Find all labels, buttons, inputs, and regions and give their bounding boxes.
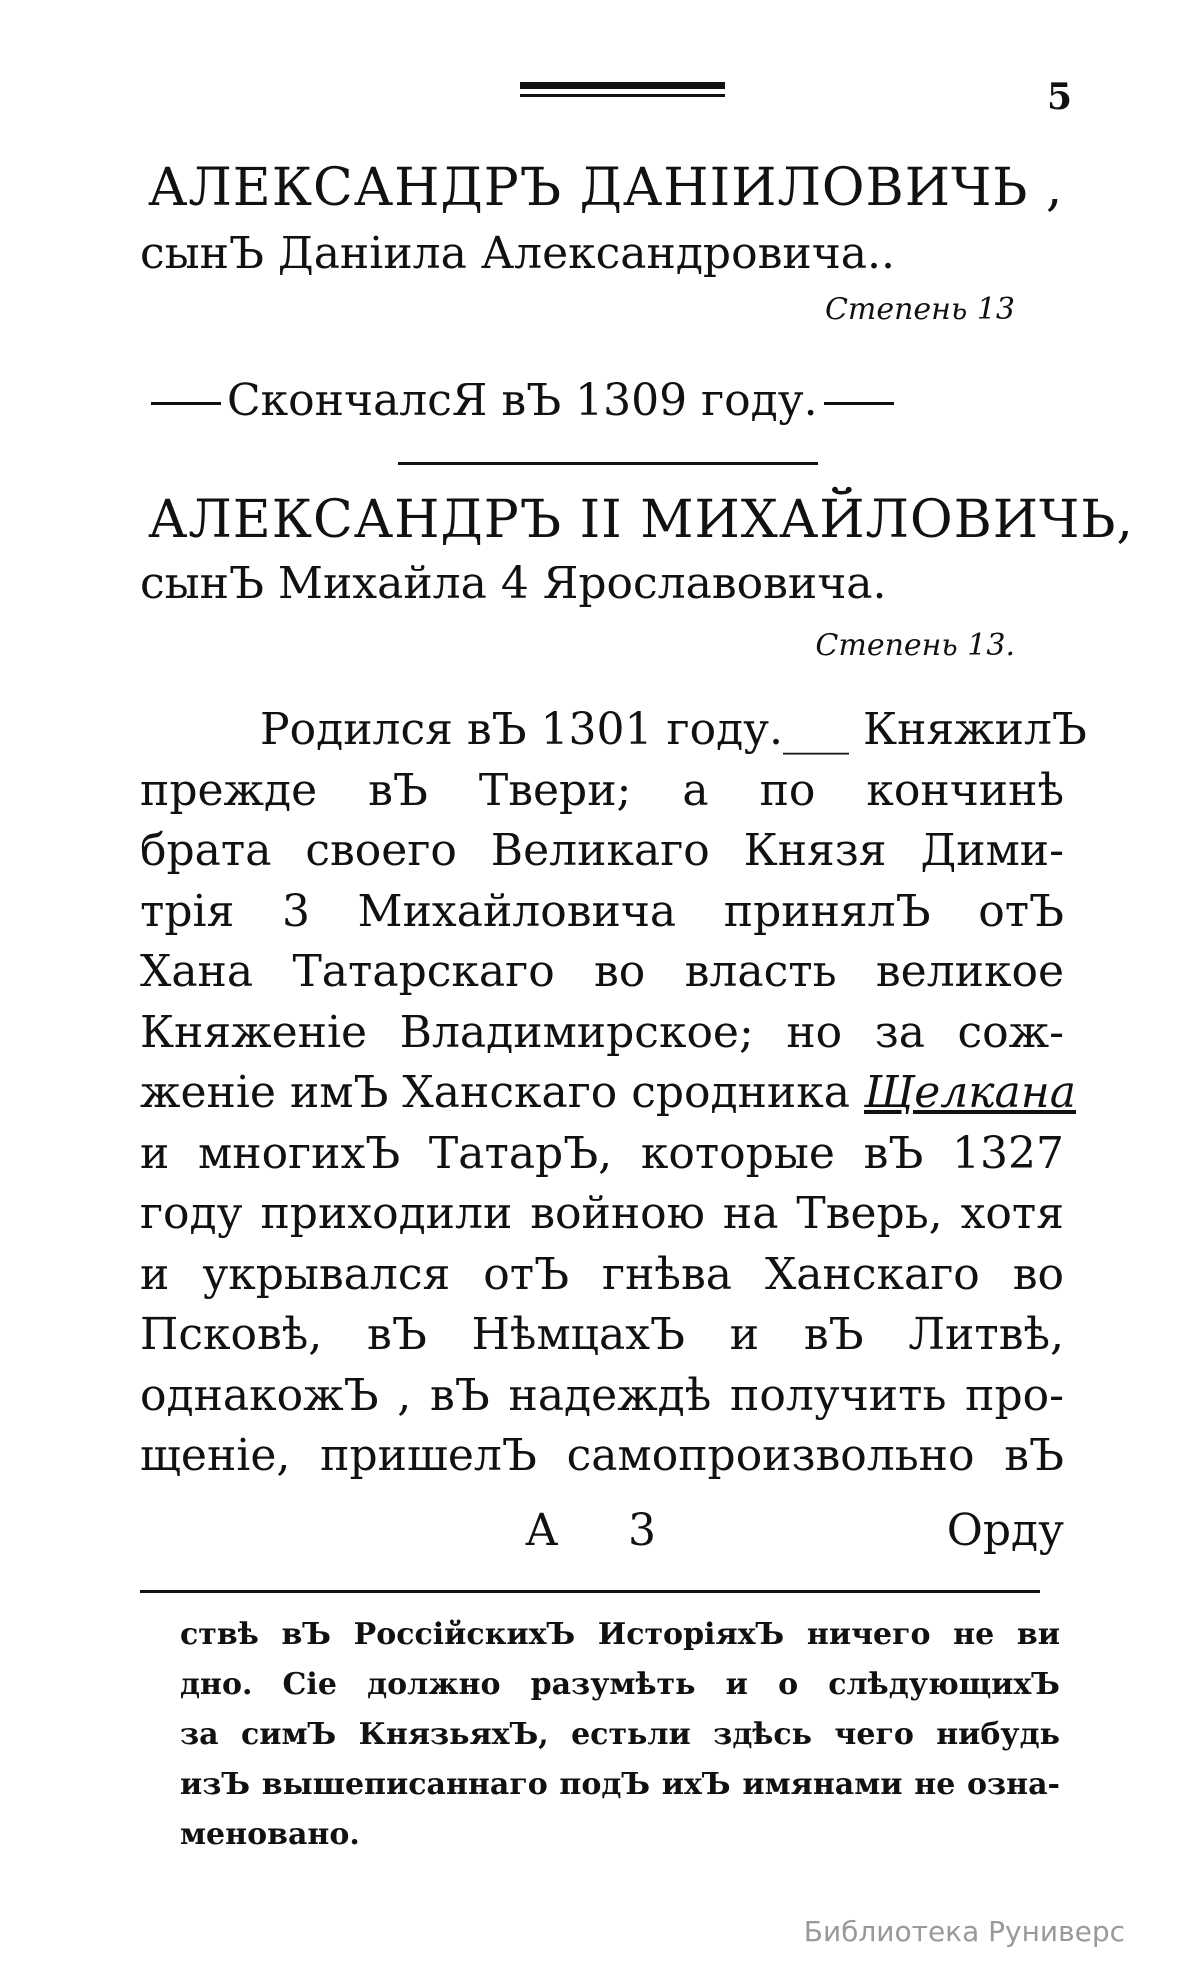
catchword: Орду bbox=[946, 1505, 1064, 1556]
entry-subheading-son-of-daniil: сынЪ Даніила Александровича.. bbox=[140, 228, 895, 279]
body-line: Княженіе Владимирское; но за сож- bbox=[140, 1006, 1064, 1058]
body-line: году приходили войною на Тверь, хотя bbox=[140, 1188, 1064, 1239]
footnote-line: меновано. bbox=[180, 1817, 360, 1852]
entry-heading-alexander-danilovich: АЛЕКСАНДРЪ ДАНІИЛОВИЧЬ , bbox=[148, 158, 1064, 218]
body-line: прежде вЪ Твери; а по кончинѣ bbox=[140, 764, 1064, 816]
body-paragraph bbox=[140, 700, 1087, 1487]
degree-label: Степень 13 bbox=[824, 292, 1015, 327]
footnote bbox=[180, 1610, 1060, 1860]
header-ornament-rule bbox=[520, 82, 725, 102]
footnote-line: ствѣ вЪ РоссійскихЪ ИсторіяхЪ ничего не ви bbox=[180, 1617, 1060, 1652]
body-line: брата своего Великаго Князя Дими- bbox=[140, 825, 1064, 876]
page-number: 5 bbox=[1047, 76, 1073, 118]
degree-label: Степень 13. bbox=[815, 628, 1015, 663]
body-line: и многихЪ ТатарЪ, которые вЪ 1327 bbox=[140, 1127, 1064, 1179]
entry-subheading-son-of-mikhail: сынЪ Михайла 4 Ярославовича. bbox=[140, 558, 887, 609]
body-line-text: женіе имЪ Ханскаго сродника bbox=[140, 1067, 850, 1118]
body-line-with-name bbox=[140, 1063, 1076, 1124]
library-watermark: Библиотека Руниверс bbox=[803, 1915, 1125, 1948]
body-line: однакожЪ , вЪ надеждѣ получить про- bbox=[140, 1369, 1064, 1421]
signature-number: 3 bbox=[628, 1505, 656, 1556]
body-line: Хана Татарскаго во власть великое bbox=[140, 946, 1064, 997]
footnote-rule bbox=[140, 1590, 1040, 1593]
italic-name: Щелкана bbox=[864, 1067, 1076, 1118]
death-note bbox=[145, 375, 900, 426]
catchword-line bbox=[140, 1505, 1064, 1565]
body-line: Родился вЪ 1301 году.___ КняжилЪ bbox=[260, 704, 1087, 755]
body-line: и укрывался отЪ гнѣва Ханскаго во bbox=[140, 1248, 1064, 1300]
dash-rule bbox=[151, 402, 221, 405]
signature-letter: А bbox=[525, 1505, 559, 1556]
footnote-line: за симЪ КнязьяхЪ, естьли здѣсь чего нибудь bbox=[180, 1717, 1060, 1752]
body-line: Псковѣ, вЪ НѣмцахЪ и вЪ Литвѣ, bbox=[140, 1309, 1064, 1360]
death-note-text: СкончалсЯ вЪ 1309 году. bbox=[227, 375, 818, 426]
body-line: трія 3 Михайловича принялЪ отЪ bbox=[140, 885, 1064, 937]
section-divider bbox=[398, 462, 818, 465]
footnote-line: дно. Сіе должно разумѣть и о слѣдующихЪ bbox=[180, 1667, 1060, 1702]
entry-heading-alexander-ii-mikhailovich: АЛЕКСАНДРЪ II МИХАЙЛОВИЧЬ, bbox=[148, 490, 1134, 550]
dash-rule bbox=[824, 402, 894, 405]
footnote-line: изЪ вышеписаннаго подЪ ихЪ имянами не озна- bbox=[180, 1767, 1060, 1802]
body-line: щеніе, пришелЪ самопроизвольно вЪ bbox=[140, 1430, 1064, 1481]
